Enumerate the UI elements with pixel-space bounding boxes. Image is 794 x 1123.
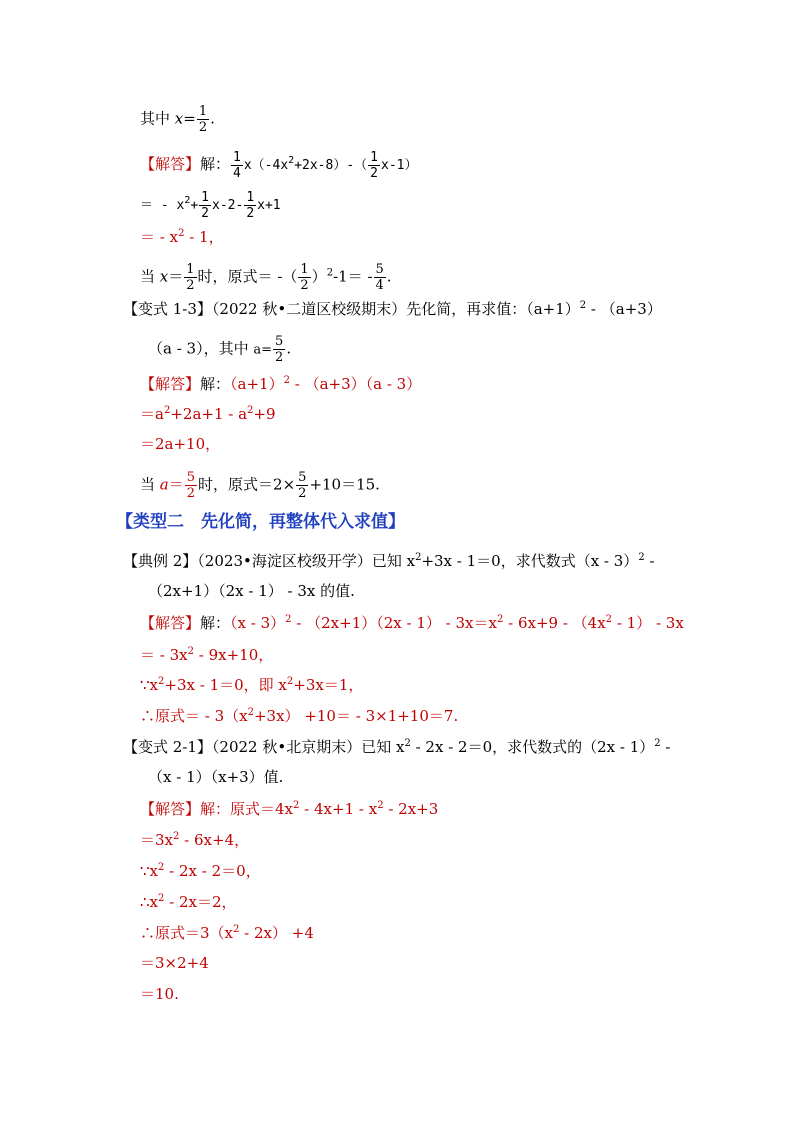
variant-1-3-answer: 【解答】解：$(a+1)^2 - (a+3)(a - 3)$ bbox=[140, 375, 422, 393]
variant-1-3-step-3: 当 a＝ $\frac{5}{2}$ 时，原式＝2× $\frac{5}{2}$ +10＝15. bbox=[140, 470, 380, 501]
variant-2-1-step-3: $\therefore x^2 - 2x=2$， bbox=[140, 893, 237, 911]
answer-line-1: 【解答】解： $\frac{1}{4}$ $x(-4x^2+2x-8)-$（ $\frac{1}{2}$ x-1） bbox=[140, 150, 418, 181]
variant-2-1-step-4: ∴原式$=3(x^2 - 2x) +4$ bbox=[140, 924, 314, 942]
variant-2-1-answer: 【解答】解：原式$=4x^2 - 4x+1 - x^2 - 2x+3$ bbox=[140, 800, 439, 818]
variant-2-1-step-5: ＝3×2+4 bbox=[140, 954, 209, 972]
variant-1-3-question: 【变式 1-3】（2022 秋•二道区校级期末）先化简，再求值：$(a+1)^2 - (a+3)$ bbox=[123, 300, 662, 318]
variant-1-3-step-1: $=a^2+2a+1 - a^2+9$ bbox=[140, 405, 276, 423]
variant-2-1-step-6: ＝10. bbox=[140, 985, 179, 1003]
example-2-answer: 【解答】解：$(x - 3)^2 - (2x+1)(2x - 1) - 3x=x^2 - 6x+9 - (4x^2 - 1) - 3x$ bbox=[140, 614, 684, 632]
answer-line-2: ＝ - $x^2+$ $\frac{1}{2}$ x-2- $\frac{1}{2}$ x+1 bbox=[140, 190, 281, 221]
answer-line-3: ＝ - $x^2 - 1$， bbox=[140, 228, 224, 246]
example-2-question: 【典例 2】（2023•海淀区校级开学）已知 $x^2+3x - 1=0$，求代数式（x - 3）$^2$ - bbox=[123, 552, 655, 570]
example-2-question-cont: （2x+1）（2x - 1） - 3x 的值. bbox=[148, 582, 355, 600]
variant-1-3-question-cont: （a - 3），其中 a= $\frac{5}{2}$ . bbox=[148, 334, 292, 365]
fraction-half: $\frac{1}{2}$ bbox=[198, 104, 208, 135]
answer-line-4: 当 x＝ $\frac{1}{2}$ 时，原式＝ -（ $\frac{1}{2}$ ）$^2$-1＝ - $\frac{5}{4}$ . bbox=[140, 262, 392, 293]
condition-line: 其中 x= $\frac{1}{2}$ . bbox=[140, 104, 215, 135]
variant-2-1-question-cont: （x - 1）（x+3）值. bbox=[148, 768, 284, 786]
example-2-step-2: $\because x^2+3x - 1=0$，即 $x^2+3x=1$， bbox=[140, 676, 364, 694]
example-2-step-1: ＝ - $3x^2 - 9x+10$， bbox=[140, 646, 274, 664]
example-2-step-3: ∴原式＝ - $3(x^2+3x) +10= - 3\times 1+10=7$. bbox=[140, 707, 459, 725]
section-heading: 【类型二 先化简，再整体代入求值】 bbox=[116, 512, 405, 532]
variant-2-1-step-1: $=3x^2 - 6x+4$， bbox=[140, 831, 250, 849]
variant-2-1-step-2: $\because x^2 - 2x - 2=0$， bbox=[140, 862, 261, 880]
variant-2-1-question: 【变式 2-1】（2022 秋•北京期末）已知 $x^2 - 2x - 2=0$，求代数式的（2x - 1）$^2$ - bbox=[123, 738, 671, 756]
variant-1-3-step-2: ＝2a+10， bbox=[140, 435, 221, 453]
